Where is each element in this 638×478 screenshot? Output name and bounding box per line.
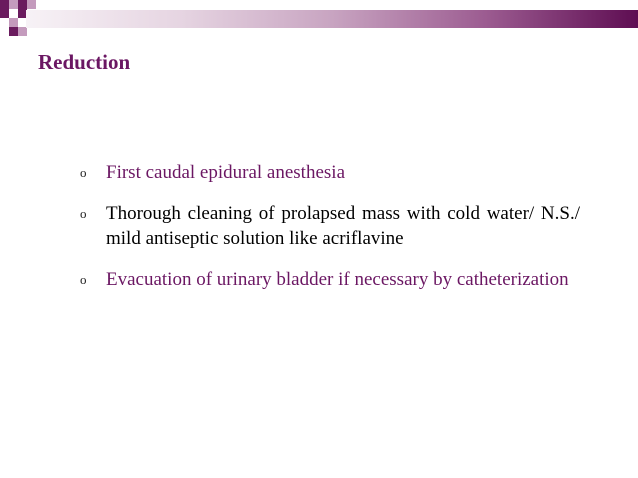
bullet-marker: o (80, 206, 87, 221)
bullet-text: Thorough cleaning of prolapsed mass with cold water/ N.S./ mild antiseptic solution like acriflavine (106, 203, 580, 249)
decor-square (9, 18, 18, 27)
decor-square (9, 0, 18, 9)
decor-square (9, 27, 18, 36)
bullet-marker: o (80, 272, 87, 287)
header-gradient-bar (26, 10, 638, 28)
decor-square (0, 9, 9, 18)
slide-title: Reduction (38, 50, 131, 74)
decor-square (27, 0, 36, 9)
decor-square (18, 27, 27, 36)
bullet-text: First caudal epidural anesthesia (106, 162, 346, 183)
bullet-item (80, 267, 580, 292)
bullet-list (80, 160, 580, 292)
bullet-marker: o (80, 165, 87, 180)
bullet-item (80, 201, 580, 251)
decor-square (18, 0, 27, 9)
decor-square (0, 0, 9, 9)
bullet-text: Evacuation of urinary bladder if necessary by catheterization (106, 269, 569, 290)
bullet-item (80, 160, 580, 185)
